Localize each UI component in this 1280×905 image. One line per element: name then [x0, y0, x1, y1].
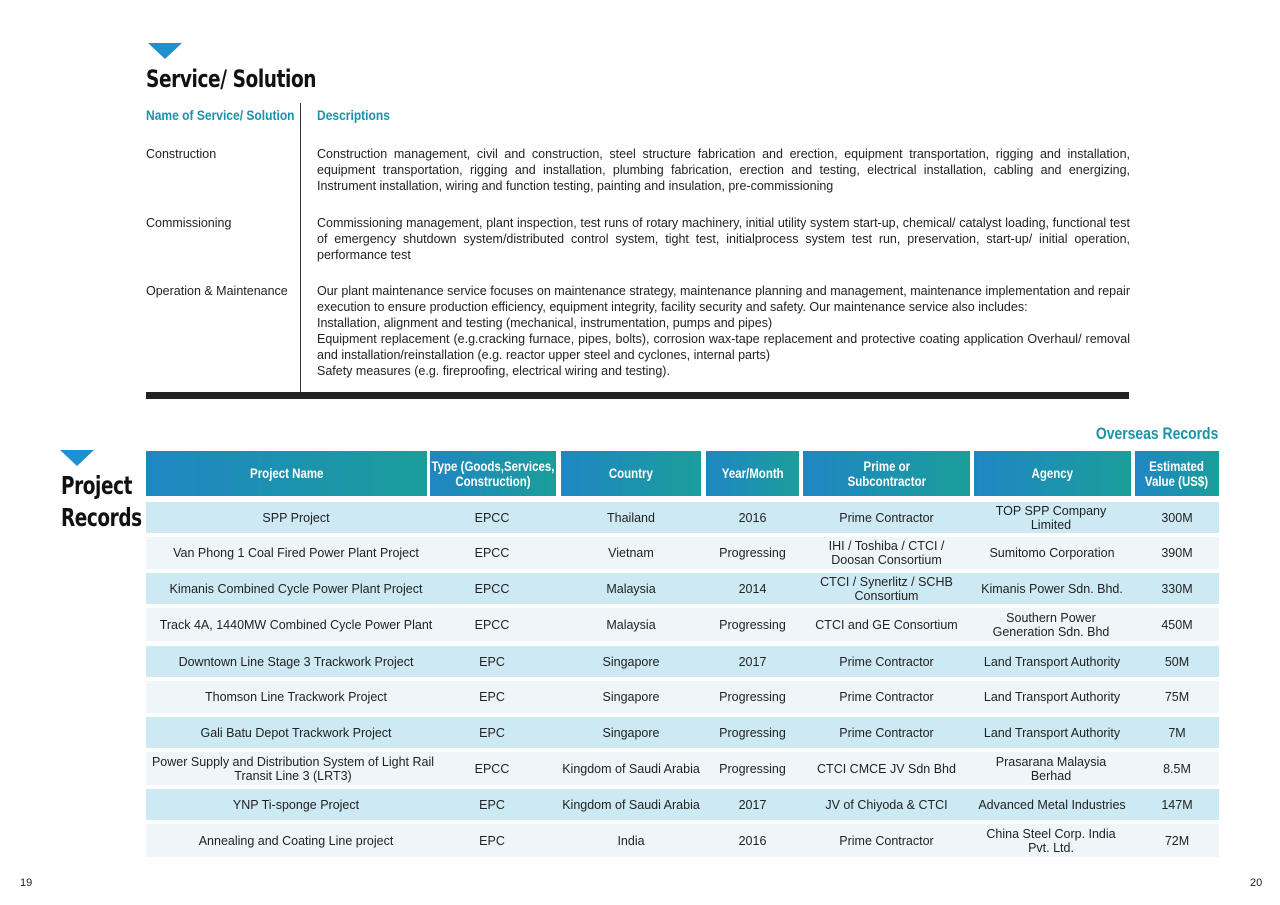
table-row: [146, 681, 1219, 713]
cell-value: 50M: [1164, 654, 1190, 669]
cell-year: Progressing: [719, 725, 786, 740]
header-label: Agency: [1031, 465, 1074, 481]
header-label: Country: [608, 465, 653, 481]
service-description-commissioning: [317, 215, 1130, 263]
cell-value: 390M: [1161, 546, 1193, 560]
section-divider-bar: [146, 392, 1129, 399]
table-row: [146, 608, 1219, 641]
overseas-records-label: Overseas Records: [1095, 424, 1218, 443]
cell-project-name: Track 4A, 1440MW Combined Cycle Power Plant: [159, 617, 433, 632]
cell-country: Singapore: [602, 690, 660, 704]
cell-prime: Prime Contractor: [839, 725, 934, 740]
header-label: [847, 459, 925, 489]
cell-year: 2016: [738, 510, 767, 525]
cell-type: EPCC: [474, 546, 510, 560]
cell-type: EPC: [479, 797, 505, 812]
header-label: Year/Month: [721, 465, 784, 481]
header-label: [1145, 459, 1208, 489]
cell-year: Progressing: [719, 546, 786, 560]
cell-year: Progressing: [719, 761, 786, 776]
description-paragraph: Our plant maintenance service focuses on maintenance strategy, maintenance planning and management, maintenance implementation and repair execution to ensure production efficiency, equipment integrity, facility security and safety. Our maintenance service also includes:: [317, 284, 1130, 314]
cell-project-name: Gali Batu Depot Trackwork Project: [200, 725, 392, 740]
cell-type: EPCC: [474, 761, 510, 776]
cell-agency: China Steel Corp. India Pvt. Ltd.: [986, 826, 1116, 855]
cell-value: 7M: [1168, 725, 1186, 740]
header-label-line2: Value (US$): [1145, 472, 1209, 489]
cell-country: Kingdom of Saudi Arabia: [562, 761, 700, 776]
service-name-construction: Construction: [146, 147, 217, 161]
header-label-line2: Construction): [455, 472, 531, 489]
page-number-right: 20: [1250, 877, 1263, 889]
header-label-line1: Type (Goods,Services,: [431, 457, 555, 474]
cell-country: India: [617, 833, 645, 848]
service-name-commissioning: Commissioning: [146, 216, 232, 230]
cell-project-name: Thomson Line Trackwork Project: [204, 690, 387, 704]
cell-prime: IHI / Toshiba / CTCI / Doosan Consortium: [828, 539, 945, 567]
header-label-line1: Prime or: [863, 457, 910, 474]
cell-value: 330M: [1161, 581, 1193, 596]
cell-project-name: Power Supply and Distribution System of Light Rail Transit Line 3 (LRT3): [151, 754, 435, 783]
service-description-construction: [317, 146, 1130, 194]
cell-prime: CTCI / Synerlitz / SCHB Consortium: [820, 574, 953, 603]
service-description-column-header: Descriptions: [317, 107, 390, 123]
header-country: [561, 451, 701, 496]
service-description-operation-maintenance: [317, 283, 1130, 379]
table-row: [146, 824, 1219, 857]
cell-prime: JV of Chiyoda & CTCI: [825, 797, 948, 812]
service-section-title: Service/ Solution: [146, 65, 317, 93]
cell-agency: Advanced Metal Industries: [978, 797, 1126, 812]
cell-country: Singapore: [602, 725, 660, 740]
column-divider: [300, 103, 301, 392]
cell-year: 2017: [738, 797, 767, 812]
cell-agency: Land Transport Authority: [983, 690, 1121, 704]
cell-country: Thailand: [607, 510, 655, 525]
cell-project-name: YNP Ti-sponge Project: [232, 797, 360, 812]
section-marker-icon: [148, 43, 182, 59]
cell-type: EPC: [479, 833, 505, 848]
cell-agency: Land Transport Authority: [983, 654, 1121, 669]
table-row: [146, 502, 1219, 533]
cell-country: Singapore: [602, 654, 660, 669]
cell-type: EPCC: [474, 581, 510, 596]
cell-project-name: SPP Project: [262, 510, 330, 525]
cell-country: Vietnam: [608, 546, 654, 560]
cell-year: Progressing: [719, 690, 786, 704]
cell-prime: Prime Contractor: [839, 510, 934, 525]
cell-agency: Prasarana Malaysia Berhad: [995, 754, 1107, 783]
page-number-left: 19: [20, 877, 33, 889]
cell-agency: Kimanis Power Sdn. Bhd.: [981, 581, 1123, 596]
service-name-operation-maintenance: Operation & Maintenance: [146, 284, 288, 298]
cell-type: EPCC: [474, 510, 510, 525]
header-prime-subcontractor: [803, 451, 970, 496]
table-row: [146, 646, 1219, 677]
description-line: Safety measures (e.g. fireproofing, electrical wiring and testing).: [317, 364, 670, 378]
cell-country: Malaysia: [606, 581, 656, 596]
cell-year: 2017: [738, 654, 767, 669]
cell-type: EPC: [479, 725, 505, 740]
cell-prime: Prime Contractor: [839, 654, 934, 669]
header-year-month: [706, 451, 799, 496]
project-records-title: [61, 470, 142, 534]
project-records-title-line2: Records: [61, 503, 142, 532]
header-label-line1: Estimated: [1149, 457, 1205, 474]
table-row: [146, 789, 1219, 820]
cell-project-name: Van Phong 1 Coal Fired Power Plant Project: [173, 546, 419, 560]
description-line: Equipment replacement (e.g.cracking furnace, pipes, bolts), corrosion wax-tape replacement and protective coating application Overhaul/ removal and installation/reinstallation (e.g. reactor upper steel and cyclones, internal parts): [317, 332, 1130, 362]
cell-agency: Southern Power Generation Sdn. Bhd: [992, 610, 1110, 639]
cell-value: 72M: [1164, 833, 1190, 848]
header-project-name: [146, 451, 427, 496]
description-paragraph: Commissioning management, plant inspection, test runs of rotary machinery, initial utility system start-up, chemical/ catalyst loading, functional test of emergency shutdown system/distributed control system, tight test, initialprocess system test run, preservation, start-up/ initial operation, performance test: [317, 216, 1130, 262]
cell-year: 2016: [738, 833, 767, 848]
cell-year: 2014: [738, 581, 767, 596]
service-name-column-header: Name of Service/ Solution: [146, 107, 295, 123]
description-paragraph: Construction management, civil and construction, steel structure fabrication and erection, equipment transportation, rigging and installation, equipment transportation, rigging and installation, plumbing fabrication, erection and testing, electrical installation, cabling and energizing, Instrument installation, wiring and function testing, painting and insulation, pre-commissioning: [317, 147, 1130, 193]
section-marker-icon: [60, 450, 94, 466]
cell-value: 75M: [1164, 690, 1190, 704]
cell-project-name: Annealing and Coating Line project: [198, 833, 394, 848]
table-row: [146, 752, 1219, 785]
cell-type: EPC: [479, 690, 505, 704]
cell-value: 8.5M: [1163, 761, 1191, 776]
header-label: Project Name: [249, 465, 324, 481]
cell-prime: CTCI CMCE JV Sdn Bhd: [817, 761, 956, 776]
cell-project-name: Downtown Line Stage 3 Trackwork Project: [178, 654, 414, 669]
header-label: [432, 459, 555, 489]
cell-value: 450M: [1161, 617, 1193, 632]
cell-prime: CTCI and GE Consortium: [815, 617, 958, 632]
table-row: [146, 573, 1219, 604]
cell-project-name: Kimanis Combined Cycle Power Plant Project: [169, 581, 423, 596]
cell-prime: Prime Contractor: [839, 690, 934, 704]
header-estimated-value: [1135, 451, 1219, 496]
cell-value: 147M: [1161, 797, 1193, 812]
cell-prime: Prime Contractor: [839, 833, 934, 848]
cell-agency: Land Transport Authority: [983, 725, 1121, 740]
header-agency: [974, 451, 1131, 496]
table-row: [146, 717, 1219, 748]
cell-type: EPC: [479, 654, 505, 669]
cell-country: Malaysia: [606, 617, 656, 632]
header-label-line2: Subcontractor: [847, 472, 926, 489]
cell-value: 300M: [1161, 510, 1193, 525]
project-records-title-line1: Project: [61, 471, 132, 500]
description-line: Installation, alignment and testing (mechanical, instrumentation, pumps and pipes): [317, 316, 773, 330]
cell-type: EPCC: [474, 617, 510, 632]
cell-agency: Sumitomo Corporation: [989, 546, 1115, 560]
cell-agency: TOP SPP Company Limited: [995, 503, 1107, 532]
cell-country: Kingdom of Saudi Arabia: [562, 797, 700, 812]
header-type: [430, 451, 556, 496]
table-row: [146, 537, 1219, 569]
cell-year: Progressing: [719, 617, 786, 632]
